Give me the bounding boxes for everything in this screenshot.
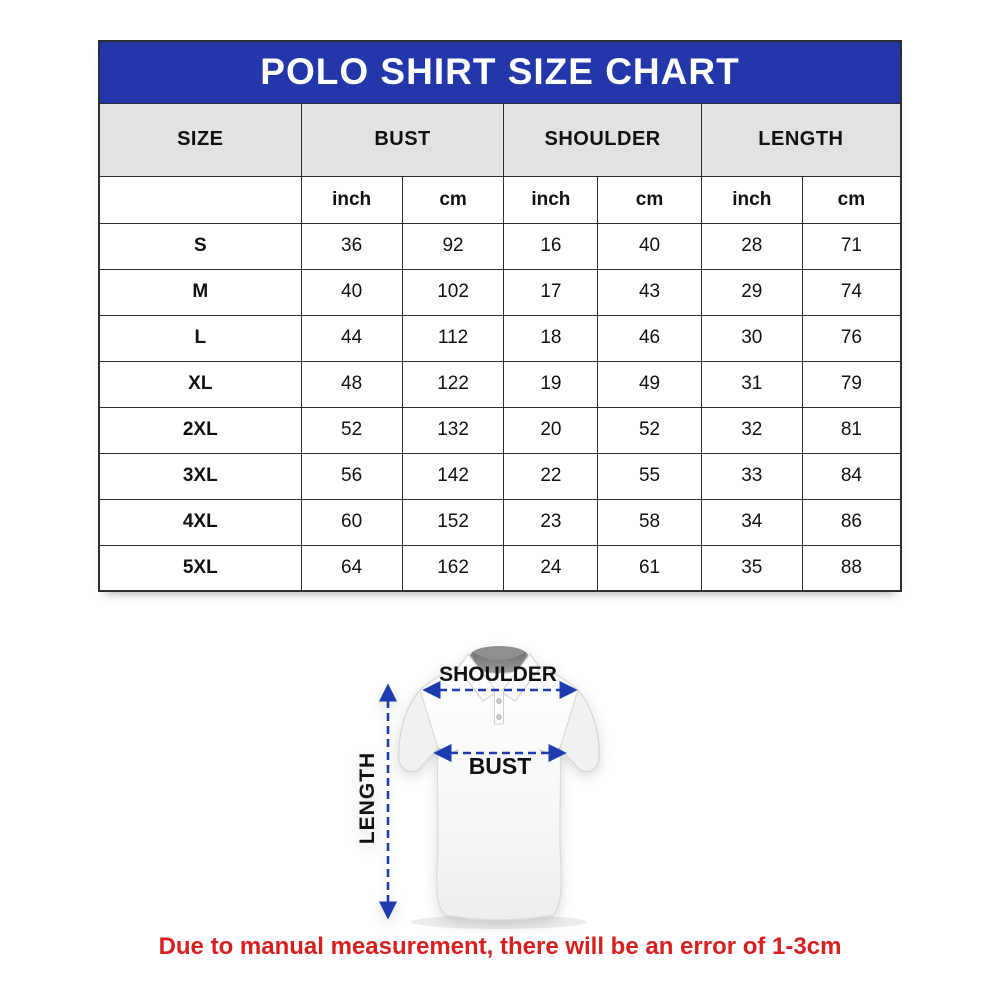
value-cell: 84 — [802, 453, 901, 499]
value-cell: 60 — [301, 499, 402, 545]
column-header-bust: BUST — [301, 103, 504, 176]
value-cell: 88 — [802, 545, 901, 591]
size-chart-table — [98, 40, 902, 592]
button — [497, 715, 501, 719]
value-cell: 112 — [402, 315, 504, 361]
value-cell: 23 — [504, 499, 598, 545]
value-cell: 19 — [504, 361, 598, 407]
value-cell: 52 — [301, 407, 402, 453]
unit-cell: inch — [701, 176, 802, 223]
value-cell: 35 — [701, 545, 802, 591]
unit-cell: inch — [301, 176, 402, 223]
value-cell: 58 — [598, 499, 701, 545]
value-cell: 46 — [598, 315, 701, 361]
value-cell: 28 — [701, 223, 802, 269]
button — [497, 699, 501, 703]
column-header-row — [99, 103, 901, 176]
value-cell: 81 — [802, 407, 901, 453]
value-cell: 132 — [402, 407, 504, 453]
value-cell: 49 — [598, 361, 701, 407]
value-cell: 22 — [504, 453, 598, 499]
column-header-length: LENGTH — [701, 103, 901, 176]
table-row-xl — [99, 361, 901, 407]
chart-title: POLO SHIRT SIZE CHART — [99, 41, 901, 103]
value-cell: 43 — [598, 269, 701, 315]
value-cell: 142 — [402, 453, 504, 499]
value-cell: 48 — [301, 361, 402, 407]
table-row-m — [99, 269, 901, 315]
value-cell: 29 — [701, 269, 802, 315]
value-cell: 71 — [802, 223, 901, 269]
polo-shirt-diagram — [348, 632, 672, 946]
value-cell: 55 — [598, 453, 701, 499]
polo-shirt-illustration — [348, 632, 672, 946]
value-cell: 30 — [701, 315, 802, 361]
value-cell: 64 — [301, 545, 402, 591]
value-cell: 152 — [402, 499, 504, 545]
value-cell: 52 — [598, 407, 701, 453]
value-cell: 31 — [701, 361, 802, 407]
unit-cell: cm — [598, 176, 701, 223]
size-cell: 4XL — [99, 499, 301, 545]
unit-row — [99, 176, 901, 223]
value-cell: 33 — [701, 453, 802, 499]
table-row-l — [99, 315, 901, 361]
banner-row — [99, 41, 901, 103]
size-cell: XL — [99, 361, 301, 407]
value-cell: 74 — [802, 269, 901, 315]
value-cell: 16 — [504, 223, 598, 269]
size-cell: L — [99, 315, 301, 361]
value-cell: 86 — [802, 499, 901, 545]
value-cell: 56 — [301, 453, 402, 499]
value-cell: 79 — [802, 361, 901, 407]
value-cell: 18 — [504, 315, 598, 361]
unit-cell-empty — [99, 176, 301, 223]
column-header-size: SIZE — [99, 103, 301, 176]
value-cell: 122 — [402, 361, 504, 407]
value-cell: 162 — [402, 545, 504, 591]
measurement-error-note: Due to manual measurement, there will be an error of 1-3cm — [158, 933, 842, 960]
size-cell: 2XL — [99, 407, 301, 453]
table-row-2xl — [99, 407, 901, 453]
value-cell: 61 — [598, 545, 701, 591]
table-row-5xl — [99, 545, 901, 591]
column-header-shoulder: SHOULDER — [504, 103, 701, 176]
value-cell: 40 — [301, 269, 402, 315]
table-row-3xl — [99, 453, 901, 499]
value-cell: 17 — [504, 269, 598, 315]
value-cell: 36 — [301, 223, 402, 269]
size-cell: M — [99, 269, 301, 315]
value-cell: 44 — [301, 315, 402, 361]
size-cell: 5XL — [99, 545, 301, 591]
value-cell: 34 — [701, 499, 802, 545]
unit-cell: cm — [402, 176, 504, 223]
value-cell: 32 — [701, 407, 802, 453]
table-row-4xl — [99, 499, 901, 545]
value-cell: 40 — [598, 223, 701, 269]
value-cell: 20 — [504, 407, 598, 453]
length-label: LENGTH — [356, 751, 379, 845]
value-cell: 24 — [504, 545, 598, 591]
size-cell: S — [99, 223, 301, 269]
size-chart — [98, 40, 902, 592]
size-cell: 3XL — [99, 453, 301, 499]
value-cell: 92 — [402, 223, 504, 269]
bust-label: BUST — [468, 753, 532, 779]
shoulder-label: SHOULDER — [439, 663, 557, 686]
table-row-s — [99, 223, 901, 269]
unit-cell: cm — [802, 176, 901, 223]
value-cell: 102 — [402, 269, 504, 315]
value-cell: 76 — [802, 315, 901, 361]
unit-cell: inch — [504, 176, 598, 223]
